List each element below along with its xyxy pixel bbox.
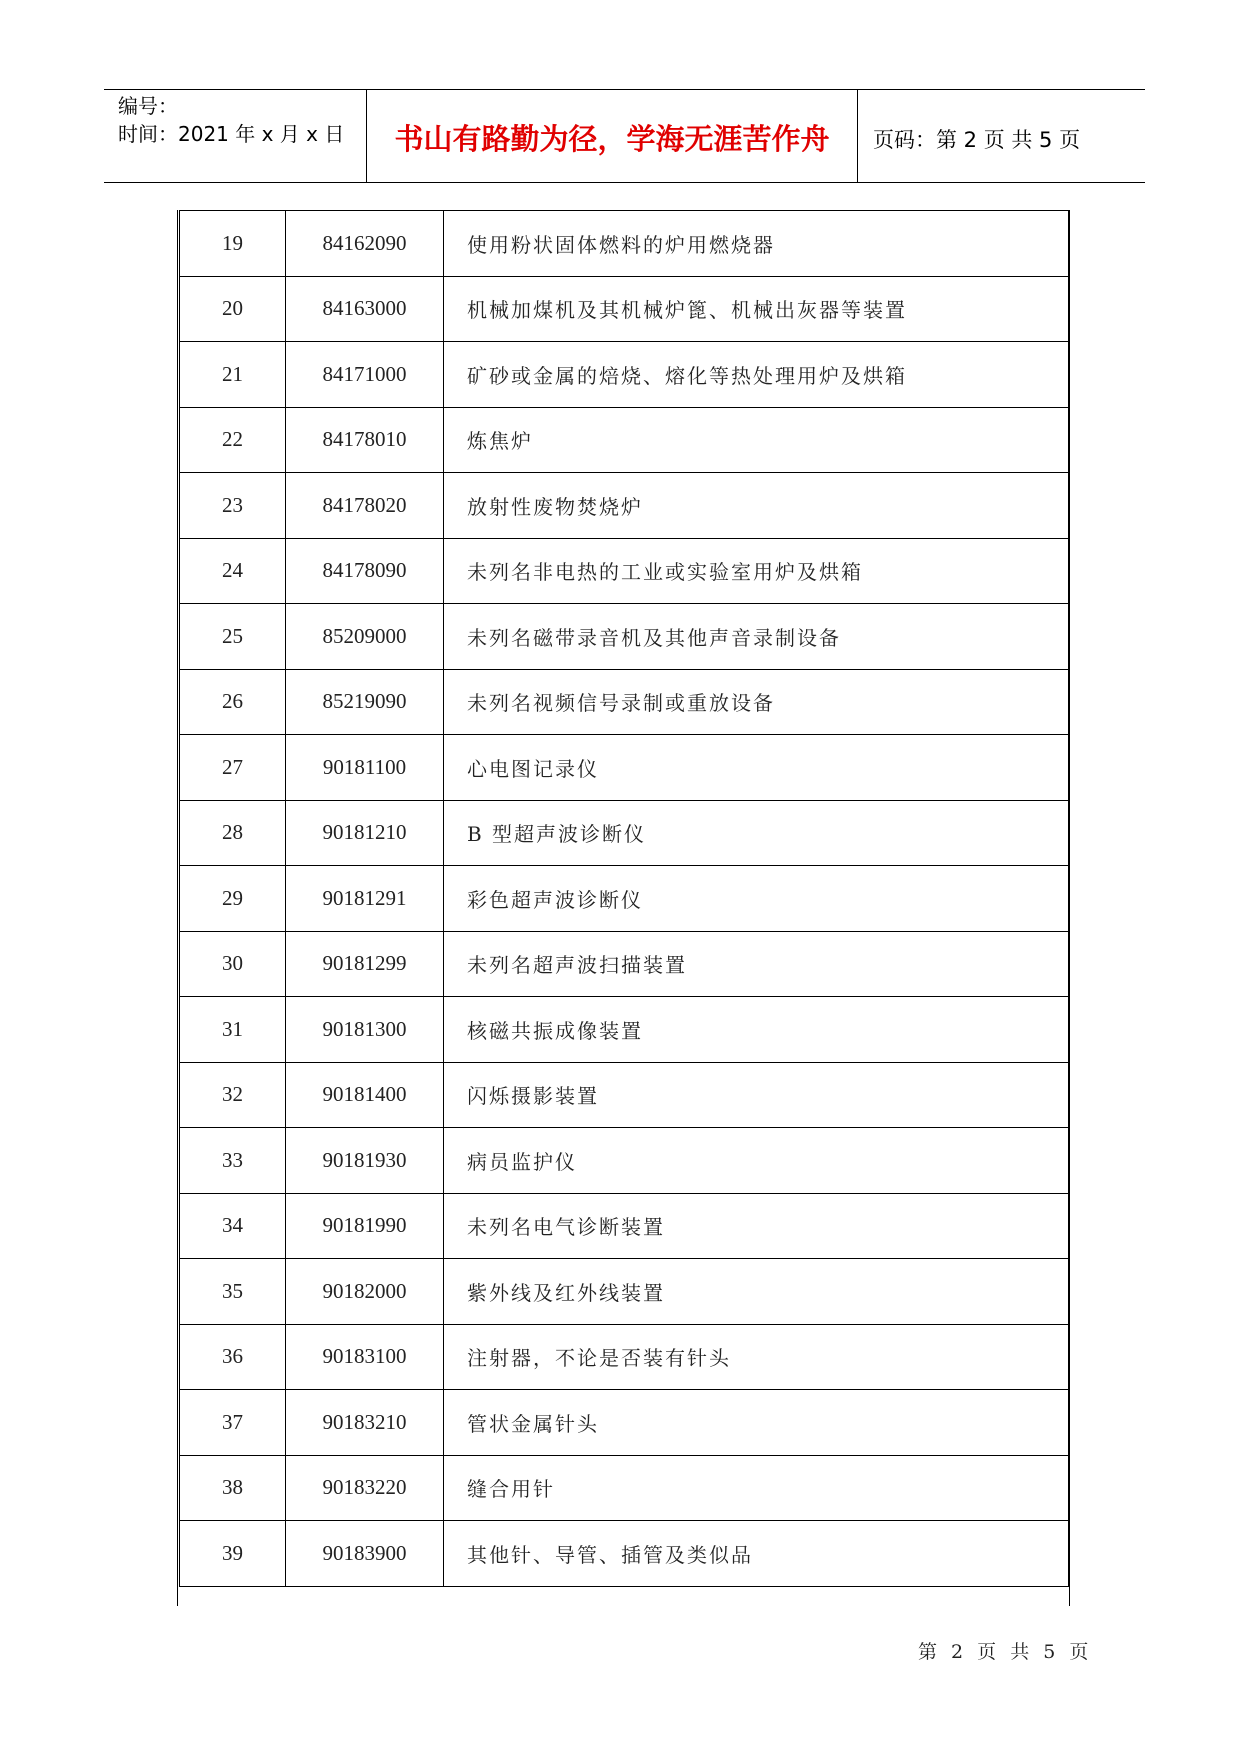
table-row [180, 342, 1069, 408]
header-motto: 书山有路勤为径，学海无涯苦作舟 [394, 122, 830, 156]
table-outer-border-left [177, 210, 178, 1606]
table-row [180, 1128, 1069, 1194]
item-name: 炼焦炉 [444, 407, 1069, 473]
row-number: 25 [180, 604, 286, 670]
hs-code: 84178020 [286, 473, 444, 539]
row-number: 39 [180, 1521, 286, 1587]
row-number: 32 [180, 1062, 286, 1128]
row-number: 23 [180, 473, 286, 539]
item-name: 核磁共振成像装置 [444, 997, 1069, 1063]
item-name: 病员监护仪 [444, 1128, 1069, 1194]
header-bottom-rule [104, 182, 1145, 183]
hs-code: 90181291 [286, 866, 444, 932]
hs-code: 90181100 [286, 735, 444, 801]
header-page-info: 页码：第 2 页 共 5 页 [873, 128, 1081, 152]
hs-code: 84163000 [286, 276, 444, 342]
table-outer-border-right [1069, 210, 1070, 1606]
table-row [180, 669, 1069, 735]
item-name: 使用粉状固体燃料的炉用燃烧器 [444, 211, 1069, 277]
row-number: 36 [180, 1324, 286, 1390]
hs-code: 90183220 [286, 1455, 444, 1521]
page-footer: 第 2 页 共 5 页 [918, 1641, 1093, 1663]
item-name: 紫外线及红外线装置 [444, 1259, 1069, 1325]
item-name: 注射器，不论是否装有针头 [444, 1324, 1069, 1390]
row-number: 24 [180, 538, 286, 604]
hs-code: 85209000 [286, 604, 444, 670]
row-number: 26 [180, 669, 286, 735]
item-name: B 型超声波诊断仪 [444, 800, 1069, 866]
table-row [180, 473, 1069, 539]
row-number: 35 [180, 1259, 286, 1325]
row-number: 27 [180, 735, 286, 801]
hs-code: 90181400 [286, 1062, 444, 1128]
row-number: 37 [180, 1390, 286, 1456]
row-number: 29 [180, 866, 286, 932]
serial-label: 编号： [118, 94, 178, 118]
table-row [180, 1062, 1069, 1128]
row-number: 30 [180, 931, 286, 997]
row-number: 20 [180, 276, 286, 342]
table-row [180, 866, 1069, 932]
row-number: 28 [180, 800, 286, 866]
row-number: 38 [180, 1455, 286, 1521]
table-row [180, 211, 1069, 277]
customs-code-table [179, 210, 1068, 1587]
table-row [180, 1521, 1069, 1587]
item-name: 其他针、导管、插管及类似品 [444, 1521, 1069, 1587]
item-name: 放射性废物焚烧炉 [444, 473, 1069, 539]
item-name: 未列名视频信号录制或重放设备 [444, 669, 1069, 735]
hs-code: 90181299 [286, 931, 444, 997]
row-number: 22 [180, 407, 286, 473]
row-number: 31 [180, 997, 286, 1063]
table-row [180, 407, 1069, 473]
item-name: 矿砂或金属的焙烧、熔化等热处理用炉及烘箱 [444, 342, 1069, 408]
table-row [180, 800, 1069, 866]
row-number: 33 [180, 1128, 286, 1194]
item-name: 未列名磁带录音机及其他声音录制设备 [444, 604, 1069, 670]
table-row [180, 1259, 1069, 1325]
table-row [180, 997, 1069, 1063]
hs-code: 84171000 [286, 342, 444, 408]
item-name: 机械加煤机及其机械炉篦、机械出灰器等装置 [444, 276, 1069, 342]
row-number: 19 [180, 211, 286, 277]
hs-code: 84178090 [286, 538, 444, 604]
item-name: 管状金属针头 [444, 1390, 1069, 1456]
time-label: 时间：2021 年 x 月 x 日 [118, 122, 345, 146]
hs-code: 90183900 [286, 1521, 444, 1587]
table-row [180, 1193, 1069, 1259]
item-name: 心电图记录仪 [444, 735, 1069, 801]
hs-code: 84162090 [286, 211, 444, 277]
item-name: 缝合用针 [444, 1455, 1069, 1521]
hs-code: 90183100 [286, 1324, 444, 1390]
item-name: 闪烁摄影装置 [444, 1062, 1069, 1128]
hs-code: 90181930 [286, 1128, 444, 1194]
item-name: 未列名超声波扫描装置 [444, 931, 1069, 997]
header-divider-right [857, 89, 858, 182]
table-row [180, 276, 1069, 342]
table-row [180, 604, 1069, 670]
header-top-rule [104, 89, 1145, 90]
item-name: 未列名电气诊断装置 [444, 1193, 1069, 1259]
table-row [180, 735, 1069, 801]
table-row [180, 1390, 1069, 1456]
hs-code: 84178010 [286, 407, 444, 473]
header-meta [118, 92, 344, 148]
table-row [180, 931, 1069, 997]
item-name: 未列名非电热的工业或实验室用炉及烘箱 [444, 538, 1069, 604]
row-number: 34 [180, 1193, 286, 1259]
hs-code: 85219090 [286, 669, 444, 735]
hs-code: 90182000 [286, 1259, 444, 1325]
header-divider-left [366, 89, 367, 182]
hs-code: 90181990 [286, 1193, 444, 1259]
hs-code: 90183210 [286, 1390, 444, 1456]
table-row [180, 538, 1069, 604]
table-row [180, 1455, 1069, 1521]
table-row [180, 1324, 1069, 1390]
hs-code: 90181300 [286, 997, 444, 1063]
row-number: 21 [180, 342, 286, 408]
item-name: 彩色超声波诊断仪 [444, 866, 1069, 932]
hs-code: 90181210 [286, 800, 444, 866]
